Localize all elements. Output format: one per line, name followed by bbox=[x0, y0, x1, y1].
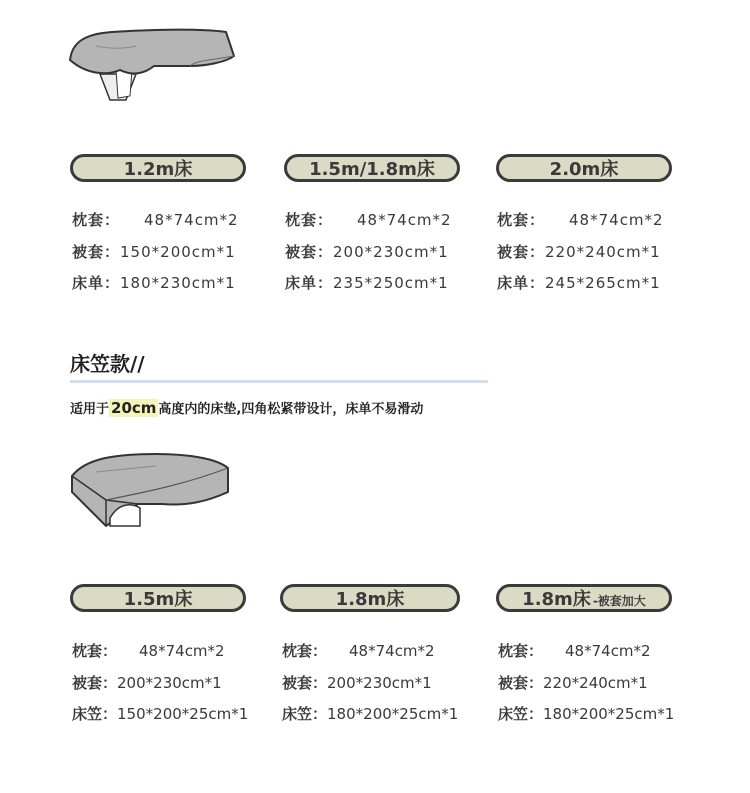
spec-value: 220*240cm*1 bbox=[545, 243, 661, 261]
spec-value: 48*74cm*2 bbox=[349, 642, 435, 660]
spec-value: 48*74cm*2 bbox=[139, 642, 225, 660]
spec-row-pillow bbox=[498, 640, 651, 661]
spec-row-quilt bbox=[282, 672, 432, 693]
spec-key: 床单： bbox=[497, 274, 546, 292]
spec-row-quilt bbox=[285, 241, 449, 262]
spec-value: 180*200*25cm*1 bbox=[543, 705, 675, 723]
spec-value: 48*74cm*2 bbox=[144, 211, 239, 229]
size-tab-1-2m bbox=[70, 154, 246, 182]
spec-row-fitted bbox=[72, 703, 248, 724]
size-tab-1-5m-1-8m bbox=[284, 154, 460, 182]
spec-row-fitted bbox=[282, 703, 458, 724]
spec-value: 200*230cm*1 bbox=[117, 674, 222, 692]
spec-value: 48*74cm*2 bbox=[569, 211, 664, 229]
spec-key: 枕套： bbox=[72, 211, 121, 229]
size-label: 1.5m/1.8m床 bbox=[309, 159, 435, 180]
section-title: 床笠款// bbox=[70, 352, 145, 376]
spec-value: 150*200cm*1 bbox=[120, 243, 236, 261]
size-label: 1.8m床 bbox=[522, 589, 591, 610]
size-tab-1-8m-large-quilt bbox=[496, 584, 672, 612]
size-label: 2.0m床 bbox=[549, 159, 619, 180]
spec-value: 220*240cm*1 bbox=[543, 674, 648, 692]
spec-value: 200*230cm*1 bbox=[333, 243, 449, 261]
spec-value: 180*230cm*1 bbox=[120, 274, 236, 292]
spec-key: 床单： bbox=[285, 274, 334, 292]
spec-key: 枕套： bbox=[282, 642, 328, 660]
spec-row-sheet bbox=[72, 272, 236, 293]
spec-key: 枕套： bbox=[498, 642, 544, 660]
spec-value: 180*200*25cm*1 bbox=[327, 705, 459, 723]
section-note bbox=[70, 398, 423, 417]
spec-row-quilt bbox=[72, 672, 222, 693]
spec-value: 48*74cm*2 bbox=[357, 211, 452, 229]
spec-key: 床笠： bbox=[498, 705, 544, 723]
spec-row-quilt bbox=[72, 241, 236, 262]
size-tab-1-5m bbox=[70, 584, 246, 612]
spec-key: 被套： bbox=[282, 674, 328, 692]
spec-key: 床笠： bbox=[72, 705, 118, 723]
spec-row-pillow bbox=[72, 640, 225, 661]
size-tab-1-8m bbox=[280, 584, 460, 612]
spec-row-quilt bbox=[497, 241, 661, 262]
spec-value: 245*265cm*1 bbox=[545, 274, 661, 292]
flat-sheet-illustration bbox=[66, 26, 241, 106]
spec-key: 被套： bbox=[72, 243, 121, 261]
spec-row-sheet bbox=[285, 272, 449, 293]
size-tab-2-0m bbox=[496, 154, 672, 182]
fitted-sheet-illustration bbox=[66, 446, 236, 536]
spec-key: 床单： bbox=[72, 274, 121, 292]
spec-value: 150*200*25cm*1 bbox=[117, 705, 249, 723]
spec-key: 枕套： bbox=[285, 211, 334, 229]
spec-value: 48*74cm*2 bbox=[565, 642, 651, 660]
size-label: 1.8m床 bbox=[335, 589, 405, 610]
spec-value: 235*250cm*1 bbox=[333, 274, 449, 292]
size-label: 1.5m床 bbox=[123, 589, 193, 610]
spec-row-sheet bbox=[497, 272, 661, 293]
size-label: 1.2m床 bbox=[123, 159, 193, 180]
spec-key: 被套： bbox=[498, 674, 544, 692]
spec-key: 枕套： bbox=[497, 211, 546, 229]
spec-key: 床笠： bbox=[282, 705, 328, 723]
note-prefix: 适用于 bbox=[70, 402, 110, 417]
spec-row-pillow bbox=[72, 209, 239, 230]
note-highlight: 20cm bbox=[111, 399, 157, 417]
spec-key: 被套： bbox=[497, 243, 546, 261]
spec-row-pillow bbox=[285, 209, 452, 230]
size-label-note: -被套加大 bbox=[592, 593, 646, 608]
spec-key: 被套： bbox=[285, 243, 334, 261]
note-suffix: 高度内的床垫,四角松紧带设计，床单不易滑动 bbox=[158, 402, 424, 417]
spec-value: 200*230cm*1 bbox=[327, 674, 432, 692]
spec-key: 枕套： bbox=[72, 642, 118, 660]
section-divider bbox=[70, 380, 488, 383]
spec-key: 被套： bbox=[72, 674, 118, 692]
spec-row-quilt bbox=[498, 672, 648, 693]
spec-row-pillow bbox=[282, 640, 435, 661]
spec-row-fitted bbox=[498, 703, 674, 724]
spec-row-pillow bbox=[497, 209, 664, 230]
